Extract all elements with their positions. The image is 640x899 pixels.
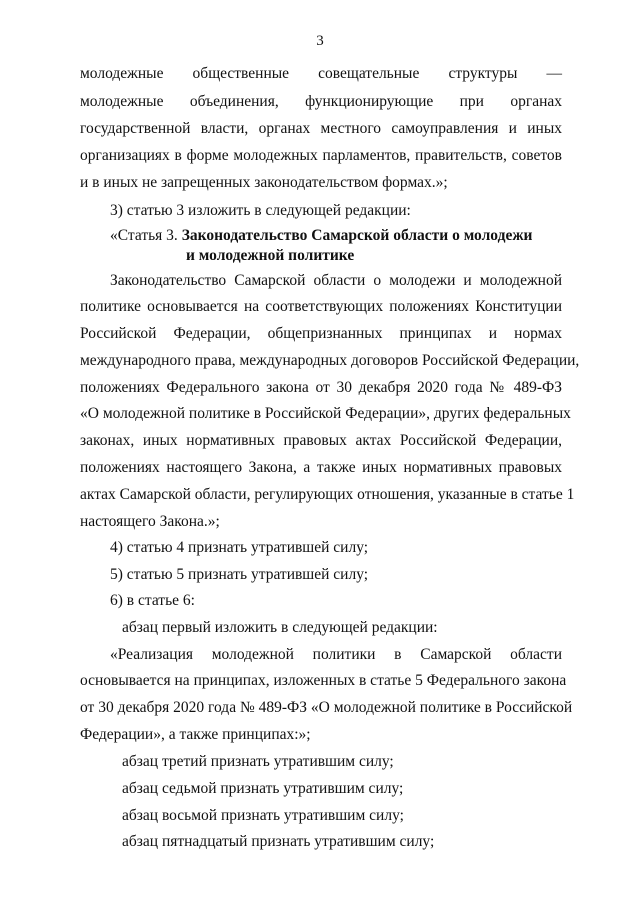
article-heading [110, 226, 533, 246]
text-line: актах Самарской области, регулирующих отношения, указанные в статье 1 [80, 486, 575, 503]
text-line: законах, иных нормативных правовых актах Российской Федерации, [80, 432, 562, 449]
text-line: молодежные общественные совещательные структуры — [80, 65, 562, 82]
text-line: основывается на принципах, изложенных в статье 5 Федерального закона [80, 672, 567, 689]
text-line: и в иных не запрещенных законодательством формах.»; [80, 174, 448, 191]
text-line: государственной власти, органах местного самоуправления и иных [80, 120, 562, 137]
text-line: Законодательство Самарской области о молодежи и молодежной [110, 272, 562, 289]
text-line: «Реализация молодежной политики в Самарской области [110, 646, 562, 663]
article-title-line-1: Законодательство Самарской области о молодежи [181, 227, 533, 244]
text-line: международного права, международных договоров Российской Федерации, [80, 352, 580, 369]
text-line: Федерации», а также принципах:»; [80, 726, 311, 743]
text-line: «О молодежной политике в Российской Федерации», других федеральных [80, 405, 571, 422]
text-line: абзац восьмой признать утратившим силу; [122, 807, 404, 824]
page-number: 3 [316, 33, 324, 49]
text-line: положениях Федерального закона от 30 декабря 2020 года № 489-ФЗ [80, 379, 562, 396]
text-line: настоящего Закона.»; [80, 513, 220, 530]
text-line: абзац первый изложить в следующей редакции: [122, 619, 438, 636]
text-line: молодежные объединения, функционирующие при органах [80, 93, 562, 110]
article-prefix: «Статья 3. [110, 227, 178, 244]
text-line: Российской Федерации, общепризнанных принципах и нормах [80, 325, 562, 342]
text-line: организациях в форме молодежных парламентов, правительств, советов [80, 147, 562, 164]
text-line: политике основывается на соответствующих положениях Конституции [80, 298, 562, 315]
text-line: 5) статью 5 признать утратившей силу; [110, 566, 369, 583]
text-line: абзац третий признать утратившим силу; [122, 753, 394, 770]
text-line: от 30 декабря 2020 года № 489-ФЗ «О молодежной политике в Российской [80, 699, 573, 716]
text-line: абзац седьмой признать утратившим силу; [122, 780, 404, 797]
text-line: 3) статью 3 изложить в следующей редакции: [110, 202, 411, 219]
text-line: положениях настоящего Закона, а также иных нормативных правовых [80, 459, 562, 476]
text-line: абзац пятнадцатый признать утратившим силу; [122, 833, 435, 850]
text-line: 4) статью 4 признать утратившей силу; [110, 539, 369, 556]
article-title-line-2: и молодежной политике [186, 247, 355, 264]
text-line: 6) в статье 6: [110, 592, 195, 609]
